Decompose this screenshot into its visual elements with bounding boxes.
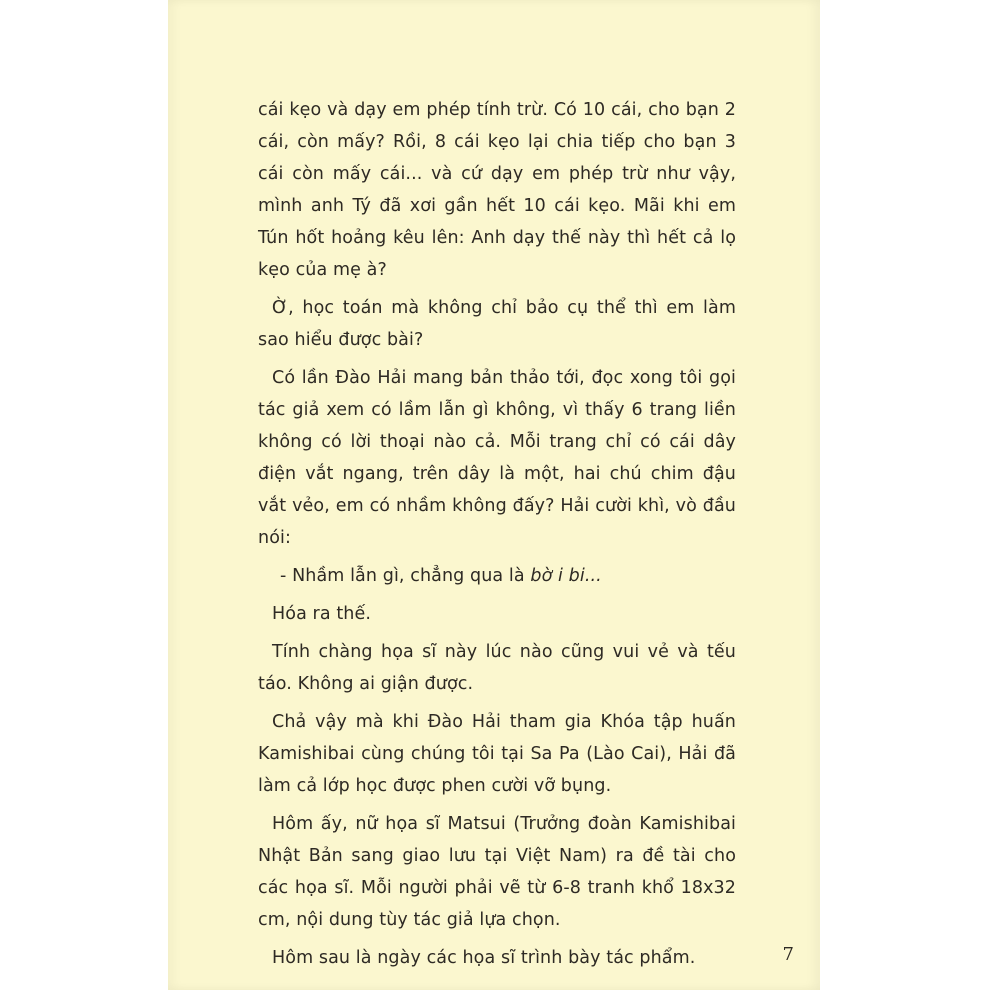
paragraph: Ờ, học toán mà không chỉ bảo cụ thể thì em làm sao hiểu được bài? bbox=[258, 298, 736, 350]
paragraph: cái kẹo và dạy em phép tính trừ. Có 10 cái, cho bạn 2 cái, còn mấy? Rồi, 8 cái kẹo lại chia tiếp cho bạn 3 cái còn mấy cái... và cứ dạy em phép trừ như vậy, mình anh Tý đã xơi gần hết 10 cái kẹo. Mãi khi em Tún hốt hoảng kêu lên: Anh dạy thế này thì hết cả lọ kẹo của mẹ à? bbox=[258, 100, 736, 280]
paragraph: Hôm sau là ngày các họa sĩ trình bày tác phẩm. bbox=[272, 948, 696, 968]
paragraph: Hôm ấy, nữ họa sĩ Matsui (Trưởng đoàn Kamishibai Nhật Bản sang giao lưu tại Việt Nam) ra đề tài cho các họa sĩ. Mỗi người phải vẽ từ 6-8 tranh khổ 18x32 cm, nội dung tùy tác giả lựa chọn. bbox=[258, 814, 736, 930]
dialog-italic-text: bờ i bi... bbox=[530, 566, 602, 586]
paragraph: Hóa ra thế. bbox=[272, 604, 372, 624]
paragraph: Có lần Đào Hải mang bản thảo tới, đọc xong tôi gọi tác giả xem có lầm lẫn gì không, vì thấy 6 trang liền không có lời thoại nào cả. Mỗi trang chỉ có cái dây điện vắt ngang, trên dây là một, hai chú chim đậu vắt vẻo, em có nhầm không đấy? Hải cười khì, vò đầu nói: bbox=[258, 368, 736, 548]
book-page bbox=[168, 0, 820, 990]
dialog-text: - Nhầm lẫn gì, chẳng qua là bbox=[280, 566, 531, 586]
dialog-line bbox=[258, 560, 736, 592]
body-text bbox=[258, 94, 736, 980]
page-number: 7 bbox=[782, 944, 794, 965]
paragraph: Chả vậy mà khi Đào Hải tham gia Khóa tập huấn Kamishibai cùng chúng tôi tại Sa Pa (Lào Cai), Hải đã làm cả lớp học được phen cười vỡ bụng. bbox=[258, 712, 736, 796]
paragraph: Tính chàng họa sĩ này lúc nào cũng vui vẻ và tếu táo. Không ai giận được. bbox=[258, 642, 736, 694]
